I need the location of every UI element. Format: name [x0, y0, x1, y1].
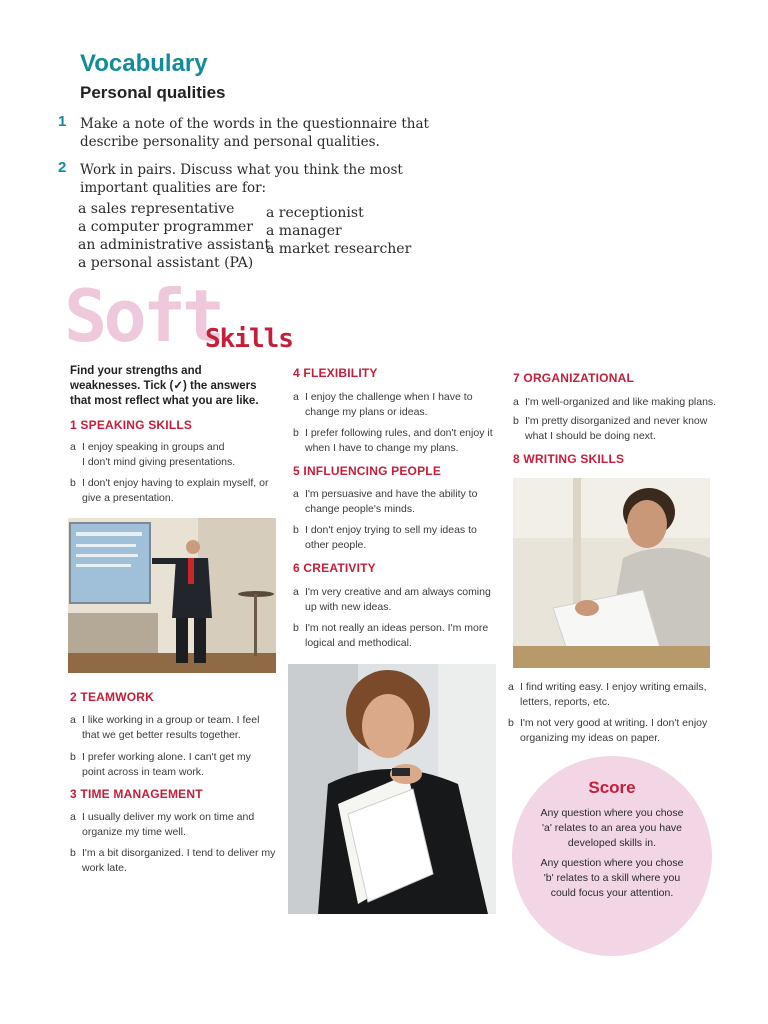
question-number-1: 1: [58, 113, 67, 130]
job-list-right: [266, 204, 411, 258]
section-title-time: 3 TIME MANAGEMENT: [70, 787, 203, 801]
woman-papers-photo: [288, 664, 496, 914]
option-teamwork-b: b I prefer working alone. I can't get my point across in team work.: [70, 751, 251, 778]
option-time-b: b I'm a bit disorganized. I tend to deliver my work late.: [70, 847, 276, 874]
option-influencing-b: b I don't enjoy trying to sell my ideas to other people.: [293, 524, 477, 551]
section-title-flexibility: 4 FLEXIBILITY: [293, 366, 378, 380]
presentation-photo: [68, 518, 276, 673]
question-number-2: 2: [58, 159, 67, 176]
option-organizational-b: b I'm pretty disorganized and never know what I should be doing next.: [513, 415, 708, 442]
section-subtitle: Personal qualities: [80, 83, 226, 102]
option-writing-a: a I find writing easy. I enjoy writing emails, letters, reports, etc.: [508, 681, 707, 708]
score-title: Score: [588, 778, 636, 797]
job-item: a receptionist: [266, 205, 364, 221]
section-title-creativity: 6 CREATIVITY: [293, 561, 376, 575]
section-title-influencing: 5 INFLUENCING PEOPLE: [293, 464, 442, 478]
option-creativity-a: a I'm very creative and am always coming up with new ideas.: [293, 586, 491, 613]
option-speaking-b: b I don't enjoy having to explain myself, or give a presentation.: [70, 477, 269, 504]
score-text-b: Any question where you chose 'b' relates to a skill where you could focus your attention.: [540, 857, 684, 899]
option-time-a: a I usually deliver my work on time and organize my time well.: [70, 811, 255, 838]
job-item: a computer programmer: [78, 219, 253, 235]
section-title-teamwork: 2 TEAMWORK: [70, 690, 154, 704]
job-item: an administrative assistant: [78, 237, 270, 253]
option-influencing-a: a I'm persuasive and have the ability to change people's minds.: [293, 488, 478, 515]
section-title-organizational: 7 ORGANIZATIONAL: [513, 371, 634, 385]
option-teamwork-a: a I like working in a group or team. I feel that we get better results together.: [70, 714, 260, 741]
option-organizational-a: a I'm well-organized and like making plans.: [513, 396, 717, 408]
page-title: Vocabulary: [80, 50, 208, 77]
job-item: a manager: [266, 223, 342, 239]
banner-soft: Soft: [64, 274, 222, 358]
intro-text: Find your strengths and weaknesses. Tick (✓) the answers that most reflect what you are like.: [70, 365, 259, 407]
banner-skills: Skills: [205, 324, 293, 354]
job-item: a sales representative: [78, 201, 235, 217]
question-1-text: Make a note of the words in the questionnaire that describe personality and personal qualities.: [80, 116, 429, 150]
option-flexibility-b: b I prefer following rules, and don't enjoy it when I have to change my plans.: [293, 427, 493, 454]
score-panel: [512, 756, 712, 956]
option-flexibility-a: a I enjoy the challenge when I have to change my plans or ideas.: [293, 391, 473, 418]
option-creativity-b: b I'm not really an ideas person. I'm more logical and methodical.: [293, 622, 489, 649]
section-title-writing: 8 WRITING SKILLS: [513, 452, 625, 466]
option-writing-b: b I'm not very good at writing. I don't enjoy organizing my ideas on paper.: [508, 717, 708, 744]
job-list-left: [78, 200, 270, 272]
score-text-a: Any question where you chose 'a' relates to an area you have developed skills in.: [540, 807, 684, 849]
section-title-speaking: 1 SPEAKING SKILLS: [70, 418, 193, 432]
man-writing-photo: [513, 478, 710, 668]
job-item: a market researcher: [266, 241, 412, 257]
job-item: a personal assistant (PA): [78, 255, 254, 271]
option-speaking-a: a I enjoy speaking in groups and I don't mind giving presentations.: [70, 441, 236, 468]
question-2-text: Work in pairs. Discuss what you think the most important qualities are for:: [80, 162, 403, 196]
